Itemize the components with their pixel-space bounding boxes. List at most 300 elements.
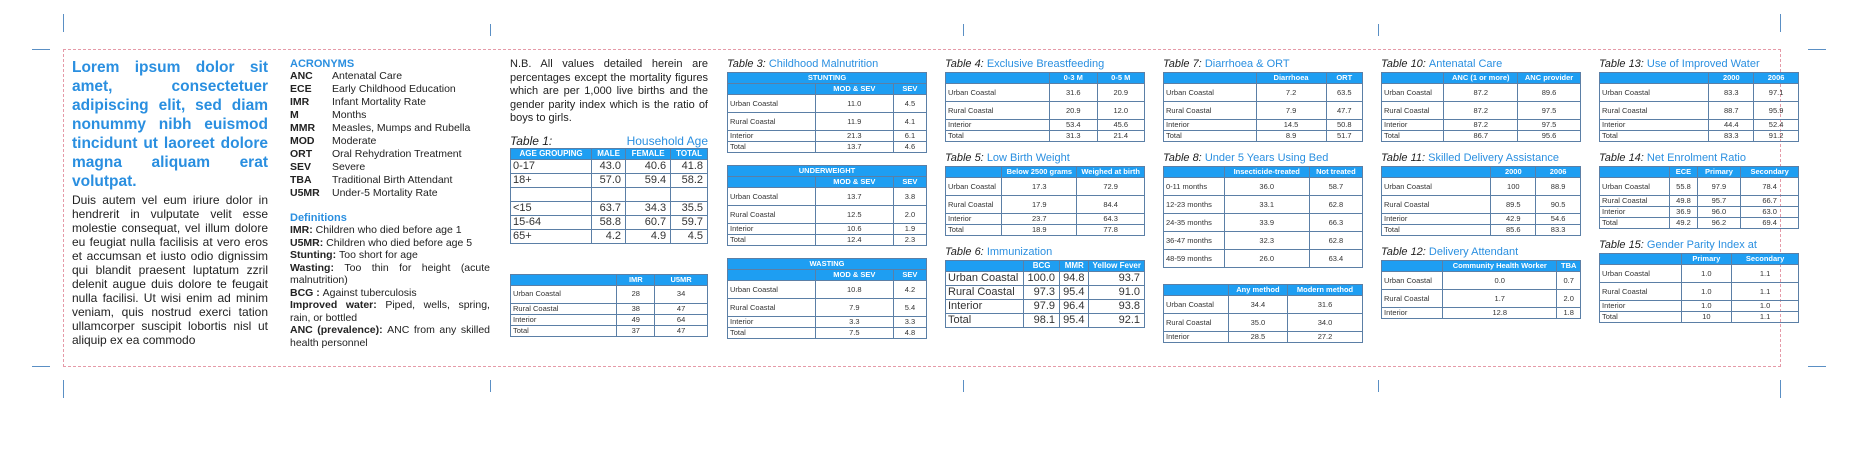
table-row: [1382, 102, 1581, 120]
row-label: Urban Coastal: [1600, 84, 1709, 102]
acronym-item: [290, 148, 490, 161]
table-cell: 37: [617, 325, 655, 336]
table-cell: 43.0: [592, 159, 626, 173]
acronym-item: [290, 161, 490, 174]
column-header: [728, 270, 816, 281]
table-row: [1164, 232, 1363, 250]
table8-bed-nets: [1163, 166, 1363, 268]
fold-mark: [490, 380, 491, 392]
row-label: Total: [946, 314, 1024, 328]
row-label: 48-59 months: [1164, 250, 1225, 268]
table-cell: 3.3: [815, 317, 893, 328]
table-cell: 96.0: [1697, 207, 1741, 218]
row-label: Total: [1382, 131, 1444, 142]
table-cell: 1.1: [1732, 265, 1799, 283]
table-cell: 35.0: [1228, 314, 1287, 332]
table-row: [946, 314, 1145, 328]
row-label: Interior: [728, 224, 816, 235]
crop-mark: [1780, 380, 1781, 398]
row-label: Total: [728, 328, 816, 339]
row-label: Interior: [1164, 332, 1229, 343]
table-cell: 8.9: [1256, 131, 1326, 142]
row-label: Rural Coastal: [1382, 102, 1444, 120]
acronym-value: Severe: [332, 161, 366, 173]
column-header: ANC provider: [1518, 73, 1581, 84]
table-cell: 86.7: [1444, 131, 1518, 142]
row-label: Total: [1600, 131, 1709, 142]
table-cell: 93.8: [1089, 300, 1145, 314]
acronyms-heading: ACRONYMS: [290, 58, 355, 70]
column-header: ECE: [1670, 167, 1697, 178]
column-header: [946, 167, 1002, 178]
table-cell: 4.2: [893, 281, 926, 299]
table-row: [511, 229, 708, 243]
table3-column: [727, 58, 927, 339]
block-name-row: [728, 166, 927, 177]
block-name: WASTING: [728, 259, 927, 270]
table-cell: 47: [655, 325, 708, 336]
row-label: Urban Coastal: [1600, 178, 1670, 196]
row-label: Rural Coastal: [728, 113, 816, 131]
column-header: 2006: [1536, 167, 1581, 178]
column-header: SEV: [893, 177, 926, 188]
acronym-value: Months: [332, 109, 367, 121]
table-cell: 83.3: [1709, 84, 1754, 102]
header-row: [728, 84, 927, 95]
table-cell: 54.6: [1536, 214, 1581, 225]
column-header: Diarrhoea: [1256, 73, 1326, 84]
column-header: MMR: [1060, 261, 1089, 272]
table-row: [1382, 214, 1581, 225]
table-row: [1382, 196, 1581, 214]
table-cell: 35.5: [671, 201, 708, 215]
table-cell: 20.9: [1050, 102, 1097, 120]
table-row: [1600, 102, 1799, 120]
table-cell: 95.4: [1060, 314, 1089, 328]
table-row: [728, 113, 927, 131]
table-cell: 95.9: [1754, 102, 1799, 120]
table3-malnutrition: [727, 72, 927, 339]
definition-item: [290, 224, 490, 237]
table-row: [511, 285, 708, 303]
table-cell: 17.3: [1002, 178, 1077, 196]
table15-gender-parity: [1599, 253, 1799, 323]
table-cell: 94.8: [1060, 272, 1089, 286]
table-row: [728, 131, 927, 142]
table-cell: 69.4: [1741, 218, 1799, 229]
definitions-list: [290, 224, 490, 349]
column-header: 2000: [1491, 167, 1536, 178]
crop-mark: [1808, 366, 1826, 367]
table-cell: 1.1: [1732, 283, 1799, 301]
tables-7-9-column: [1163, 58, 1363, 343]
table-cell: 36.0: [1224, 178, 1309, 196]
header-row: [728, 177, 927, 188]
column-header: FEMALE: [626, 148, 671, 159]
table-cell: 38: [617, 303, 655, 314]
table-cell: 57.0: [592, 173, 626, 187]
table-row: [1600, 218, 1799, 229]
table-cell: [671, 187, 708, 201]
table-row: [1164, 214, 1363, 232]
row-label: Interior: [946, 214, 1002, 225]
row-label: Rural Coastal: [1600, 283, 1682, 301]
table-row: [946, 102, 1145, 120]
column-header: IMR: [617, 274, 655, 285]
row-label: Interior: [946, 120, 1050, 131]
table11-skilled-delivery: [1381, 166, 1581, 236]
table-cell: 1.1: [1732, 312, 1799, 323]
row-label: Rural Coastal: [946, 196, 1002, 214]
header-row: [511, 274, 708, 285]
table-cell: 88.9: [1536, 178, 1581, 196]
column-header: MOD & SEV: [815, 84, 893, 95]
table-cell: [592, 187, 626, 201]
header-row: [946, 261, 1145, 272]
table12-title: Table 12: Delivery Attendant: [1381, 246, 1519, 258]
row-label: 0-17: [511, 159, 592, 173]
table4-title: Table 4: Exclusive Breastfeeding: [945, 58, 1105, 70]
fold-mark: [1378, 380, 1379, 392]
table-cell: 89.5: [1491, 196, 1536, 214]
table-cell: 5.4: [893, 299, 926, 317]
table-cell: 45.6: [1097, 120, 1145, 131]
acronym-value: Traditional Birth Attendant: [332, 174, 453, 186]
table-cell: 3.8: [893, 188, 926, 206]
table-cell: 11.0: [815, 95, 893, 113]
table-cell: 72.9: [1077, 178, 1145, 196]
header-row: [511, 148, 708, 159]
table-row: [1164, 250, 1363, 268]
table-cell: 64.3: [1077, 214, 1145, 225]
column-header: TBA: [1557, 261, 1581, 272]
table-cell: 51.7: [1326, 131, 1362, 142]
table-cell: 88.7: [1709, 102, 1754, 120]
table-cell: 78.4: [1741, 178, 1799, 196]
column-header: [1600, 254, 1682, 265]
table-cell: 62.8: [1309, 232, 1362, 250]
fold-mark: [963, 380, 964, 392]
column-header: Primary: [1697, 167, 1741, 178]
definition-value: Too thin for height (acute malnutrition): [290, 261, 490, 286]
table-contraception: [1163, 284, 1363, 343]
row-label: Interior: [511, 314, 617, 325]
table-cell: 6.1: [893, 131, 926, 142]
table-cell: 90.5: [1536, 196, 1581, 214]
definition-value: Children who died before age 1: [315, 224, 462, 236]
acronym-key: ORT: [290, 148, 313, 160]
table-row: [1382, 290, 1581, 308]
row-label: 15-64: [511, 215, 592, 229]
table13-improved-water: [1599, 72, 1799, 142]
table-cell: 49.2: [1670, 218, 1697, 229]
acronym-key: TBA: [290, 174, 312, 186]
column-header: 0-3 M: [1050, 73, 1097, 84]
crop-mark: [32, 366, 50, 367]
table-cell: 12.0: [1097, 102, 1145, 120]
block-name-row: [728, 73, 927, 84]
table-row: [1600, 196, 1799, 207]
table-row: [946, 286, 1145, 300]
body-paragraph: Duis autem vel eum iriure dolor in hendrerit in vulputate velit esse molestie consequat, vel illum dolore eu feugiat nulla facilisis at vero eros et accumsan et iusto odio dignissim qui blandit praesent luptatum zzril delenit augue duis dolore te feugait nulla facilisi. Ut wisi enim ad minim veniam, quis nostrud exerci tation ullamcorper suscipit lobortis nisl ut aliquip ex ea commodo: [72, 193, 268, 347]
acronym-value: Measles, Mumps and Rubella: [332, 122, 471, 134]
definition-key: ANC (prevalence):: [290, 324, 388, 336]
table-cell: 100.0: [1024, 272, 1060, 286]
column-header: MALE: [592, 148, 626, 159]
table-cell: 52.4: [1754, 120, 1799, 131]
acronym-value: Oral Rehydration Treatment: [332, 148, 462, 160]
acronym-key: U5MR: [290, 187, 320, 199]
column-header: U5MR: [655, 274, 708, 285]
table-cell: 60.7: [626, 215, 671, 229]
row-label: Urban Coastal: [1164, 296, 1229, 314]
column-header: AGE GROUPING: [511, 148, 592, 159]
table-cell: 28.5: [1228, 332, 1287, 343]
table-row: [1164, 120, 1363, 131]
header-row: [946, 73, 1145, 84]
row-label: Rural Coastal: [728, 299, 816, 317]
acronym-value: Under-5 Mortality Rate: [332, 187, 438, 199]
definition-key: U5MR:: [290, 236, 327, 249]
table-cell: 93.7: [1089, 272, 1145, 286]
column-header: [946, 73, 1050, 84]
table-row: [946, 131, 1145, 142]
crop-mark: [63, 14, 64, 32]
table-cell: 0.0: [1443, 272, 1557, 290]
column-header: Insecticide-treated: [1224, 167, 1309, 178]
row-label: Urban Coastal: [728, 281, 816, 299]
acronym-item: [290, 96, 490, 109]
table-cell: 58.2: [671, 173, 708, 187]
row-label: Rural Coastal: [946, 286, 1024, 300]
table-row: [728, 95, 927, 113]
header-row: [1164, 285, 1363, 296]
table-cell: 26.0: [1224, 250, 1309, 268]
row-label: Urban Coastal: [946, 178, 1002, 196]
row-label: Interior: [728, 131, 816, 142]
table-cell: 10: [1681, 312, 1732, 323]
row-label: Urban Coastal: [1600, 265, 1682, 283]
column-header: ORT: [1326, 73, 1362, 84]
row-label: Total: [728, 142, 816, 153]
malnutrition-block: [727, 165, 927, 246]
table-cell: 7.2: [1256, 84, 1326, 102]
malnutrition-block: [727, 258, 927, 339]
table-cell: 7.9: [1256, 102, 1326, 120]
fold-mark: [1378, 24, 1379, 36]
column-header: Secondary: [1732, 254, 1799, 265]
row-label: Interior: [1600, 301, 1682, 312]
column-header: 2006: [1754, 73, 1799, 84]
row-label: Interior: [1600, 120, 1709, 131]
row-label: Urban Coastal: [728, 188, 816, 206]
acronym-item: [290, 122, 490, 135]
table-cell: 64: [655, 314, 708, 325]
table-row: [728, 235, 927, 246]
table-cell: 83.3: [1536, 225, 1581, 236]
table-row: [511, 173, 708, 187]
table-cell: 10.8: [815, 281, 893, 299]
table8-title: Table 8: Under 5 Years Using Bed: [1163, 152, 1329, 164]
column-header: SEV: [893, 84, 926, 95]
table-cell: 2.3: [893, 235, 926, 246]
definition-item: [290, 262, 490, 287]
table-cell: 4.9: [626, 229, 671, 243]
table-cell: 59.7: [671, 215, 708, 229]
table-cell: 49.8: [1670, 196, 1697, 207]
acronym-item: [290, 83, 490, 96]
table4-breastfeeding: [945, 72, 1145, 142]
row-label: Rural Coastal: [1164, 314, 1229, 332]
column-header: ANC (1 or more): [1444, 73, 1518, 84]
row-label: Interior: [728, 317, 816, 328]
table-cell: 7.5: [815, 328, 893, 339]
column-header: [1164, 285, 1229, 296]
table-row: [946, 225, 1145, 236]
row-label: Total: [511, 325, 617, 336]
header-row: [1382, 167, 1581, 178]
header-row: [1600, 254, 1799, 265]
note-column: [510, 58, 708, 337]
table-row: [1164, 178, 1363, 196]
lead-paragraph: Lorem ipsum dolor sit amet, consectetuer adipiscing elit, sed diam nonummy nibh euismod tincidunt ut laoreet dolore magna aliquam erat volutpat.: [72, 59, 268, 190]
table-cell: 95.6: [1518, 131, 1581, 142]
header-row: [1600, 73, 1799, 84]
table-cell: 7.9: [815, 299, 893, 317]
malnutrition-block: [727, 72, 927, 153]
table14-title: Table 14: Net Enrolment Ratio: [1599, 152, 1746, 164]
table-cell: 44.4: [1709, 120, 1754, 131]
table-cell: 10.6: [815, 224, 893, 235]
row-label: Urban Coastal: [1382, 272, 1443, 290]
row-label: Total: [1600, 218, 1670, 229]
definition-key: Wasting:: [290, 261, 345, 274]
column-header: [728, 177, 816, 188]
table7-title: Table 7: Diarrhoea & ORT: [1163, 58, 1290, 70]
column-header: SEV: [893, 270, 926, 281]
table-cell: 50.8: [1326, 120, 1362, 131]
header-row: [1164, 167, 1363, 178]
row-label: <15: [511, 201, 592, 215]
row-label: Total: [946, 131, 1050, 142]
table-row: [946, 178, 1145, 196]
row-label: [511, 187, 592, 201]
table-row: [1382, 272, 1581, 290]
table-cell: 66.7: [1741, 196, 1799, 207]
column-header: [1382, 167, 1491, 178]
header-row: [1382, 73, 1581, 84]
table-cell: 33.9: [1224, 214, 1309, 232]
table-cell: 98.1: [1024, 314, 1060, 328]
table-row: [511, 303, 708, 314]
row-label: Urban Coastal: [511, 285, 617, 303]
table-cell: 91.0: [1089, 286, 1145, 300]
column-header: Below 2500 grams: [1002, 167, 1077, 178]
acronym-item: [290, 135, 490, 148]
table-cell: 62.8: [1309, 196, 1362, 214]
definition-value: ANC from any skilled health personnel: [290, 324, 490, 349]
definition-key: IMR:: [290, 224, 316, 236]
table-cell: 2.0: [893, 206, 926, 224]
table5-title: Table 5: Low Birth Weight: [945, 152, 1070, 164]
header-row: [1382, 261, 1581, 272]
row-label: Urban Coastal: [946, 84, 1050, 102]
acronym-item: [290, 70, 490, 83]
table-cell: 4.2: [592, 229, 626, 243]
table11-title: Table 11: Skilled Delivery Assistance: [1381, 152, 1559, 164]
table-cell: 3.3: [893, 317, 926, 328]
block-name: STUNTING: [728, 73, 927, 84]
table-cell: 87.2: [1444, 102, 1518, 120]
table10-antenatal-care: [1381, 72, 1581, 142]
row-label: Total: [1600, 312, 1682, 323]
table-cell: 59.4: [626, 173, 671, 187]
table-cell: 87.2: [1444, 120, 1518, 131]
table-cell: 14.5: [1256, 120, 1326, 131]
table3-title: Table 3: Childhood Malnutrition: [727, 58, 879, 70]
table-mortality: [510, 274, 708, 337]
table5-low-birth-weight: [945, 166, 1145, 236]
definition-item: [290, 249, 490, 262]
table-row: [1382, 131, 1581, 142]
table-cell: 32.3: [1224, 232, 1309, 250]
column-header: 0-5 M: [1097, 73, 1145, 84]
table-cell: 20.9: [1097, 84, 1145, 102]
row-label: Rural Coastal: [946, 102, 1050, 120]
table-cell: 4.5: [671, 229, 708, 243]
table-row: [728, 206, 927, 224]
column-header: Weighed at birth: [1077, 167, 1145, 178]
row-label: Rural Coastal: [1164, 102, 1257, 120]
table13-title: Table 13: Use of Improved Water: [1599, 58, 1760, 70]
definition-value: Piped, wells, spring, rain, or bottled: [290, 299, 490, 324]
table-cell: 4.1: [893, 113, 926, 131]
table-cell: 0.7: [1557, 272, 1581, 290]
table12-delivery-attendant: [1381, 260, 1581, 319]
table-cell: 77.8: [1077, 225, 1145, 236]
definitions-heading: Definitions: [290, 212, 347, 224]
column-header: [946, 261, 1024, 272]
table-row: [728, 281, 927, 299]
acronym-key: MOD: [290, 135, 315, 147]
table-cell: 92.1: [1089, 314, 1145, 328]
acronym-key: M: [290, 109, 299, 121]
table-cell: 1.0: [1732, 301, 1799, 312]
table6-immunization: [945, 260, 1145, 328]
table15-title: Table 15: Gender Parity Index at: [1599, 239, 1757, 251]
row-label: 24-35 months: [1164, 214, 1225, 232]
table-cell: 1.0: [1681, 283, 1732, 301]
header-row: [946, 167, 1145, 178]
acronym-key: ANC: [290, 70, 313, 82]
table-cell: 12.5: [815, 206, 893, 224]
acronym-key: ECE: [290, 83, 312, 95]
table-row: [1164, 84, 1363, 102]
table-cell: 95.7: [1697, 196, 1741, 207]
fold-mark: [490, 24, 491, 36]
row-label: Rural Coastal: [1382, 196, 1491, 214]
row-label: Interior: [1164, 120, 1257, 131]
table-cell: 87.2: [1444, 84, 1518, 102]
row-label: Rural Coastal: [1600, 196, 1670, 207]
column-header: [1164, 167, 1225, 178]
row-label: Rural Coastal: [728, 206, 816, 224]
row-label: Interior: [1382, 120, 1444, 131]
table-row: [946, 196, 1145, 214]
row-label: Total: [1382, 225, 1491, 236]
crop-mark: [63, 380, 64, 398]
row-label: 18+: [511, 173, 592, 187]
